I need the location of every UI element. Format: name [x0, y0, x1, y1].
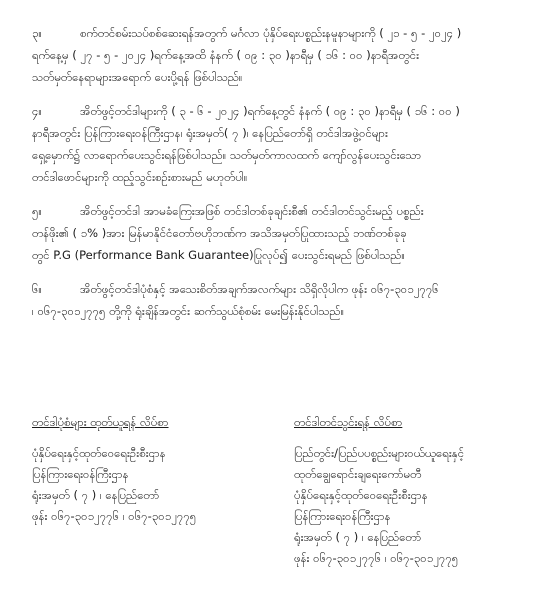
paragraph-text: အိတ်ဖွင့်တင်ဒါပုံစံနှင့် အသေးစိတ်အချက်အလက်များ သိရှိလိုပါက ဖုန်း ၀၆၇-၃၀၁၂၇၇၆ [80, 282, 439, 296]
paragraph-4 [32, 100, 528, 188]
address-line: ပြည်တွင်း/ပြည်ပပစ္စည်းများဝယ်ယူရေးနှင့် [294, 446, 465, 460]
address-phone: ဖုန်း ၀၆၇-၃၀၁၂၇၇၆ ၊ ၀၆၇-၃၀၁၂၇၇၅ [32, 509, 197, 523]
paragraph-number: ၆။ [32, 282, 42, 296]
paragraph-line [32, 22, 528, 44]
tender-form-address [32, 412, 274, 569]
paragraph-6 [32, 278, 528, 322]
address-line: ထုတ်ချွေရောင်းချရေးကော်မတီ [294, 467, 422, 481]
paragraph-text: အိတ်ဖွင့်တင်ဒါ အာမခံကြေးအဖြစ် တင်ဒါတစ်ခုချင်းစီ၏ တင်ဒါတင်သွင်းမည့် ပစ္စည်း [80, 204, 424, 218]
paragraph-line: ရက်နေ့မှ ( ၂၇ - ၅ - ၂၀၂၄ )ရက်နေ့အထိ နံနက် ( ၀၉ : ၃၀ )နာရီမှ ( ၁၆ : ၀၀ )နာရီအတွင်း [32, 48, 420, 62]
paragraph-line: တန်ဖိုး၏ ( ၁% )အား မြန်မာနိုင်ငံတော်ဗဟိုဘဏ်က အသိအမှတ်ပြုထားသည့် ဘဏ်တစ်ခုခု [32, 226, 407, 240]
paragraph-number: ၄။ [32, 104, 42, 118]
paragraph-line: ၊ ၀၆၇-၃၀၁၂၇၇၅ တို့ကို ရုံးချိန်အတွင်း ဆက်သွယ်စုံစမ်း မေးမြန်းနိုင်ပါသည်။ [32, 304, 345, 318]
paragraph-text: စက်တင်စမ်းသပ်စစ်ဆေးရန်အတွက် မင်္ဂလာ ပုံနှိပ်ရေးပစ္စည်းနမူနာများကို ( ၂၁ - ၅ - ၂၀၂၄ ) [80, 26, 462, 40]
paragraph-line: နာရီအတွင်း ပြန်ကြားရေးဝန်ကြီးဌာန၊ ရုံးအမှတ်( ၇ )၊ နေပြည်တော်ရှိ တင်ဒါအဖွဲ့ဝင်များ [32, 126, 388, 140]
paragraph-3 [32, 22, 528, 88]
address-line: ရုံးအမှတ် ( ၇ ) ၊ နေပြည်တော် [294, 530, 422, 544]
tender-submission-address [274, 412, 536, 569]
paragraph-line: တွင် P.G (Performance Bank Guarantee)ပြုလုပ်၍ ပေးသွင်းရမည် ဖြစ်ပါသည်။ [32, 248, 406, 262]
address-phone: ဖုန်း ၀၆၇-၃၀၁၂၇၇၆ ၊ ၀၆၇-၃၀၁၂၇၇၅ [294, 551, 459, 565]
tender-form-address-heading: တင်ဒါပုံစံများ ထုတ်ယူရန် လိပ်စာ [32, 415, 169, 429]
tender-submission-address-heading: တင်ဒါတင်သွင်းရန် လိပ်စာ [294, 415, 403, 429]
address-line: ပြန်ကြားရေးဝန်ကြီးဌာန [32, 467, 129, 481]
paragraph-number: ၅။ [32, 204, 42, 218]
address-line: ပုံနှိပ်ရေးနှင့်ထုတ်ဝေရေးဦးစီးဌာန [294, 488, 428, 502]
paragraph-line: ရှေ့မှောက်၌ လာရောက်ပေးသွင်းရန်ဖြစ်ပါသည်။ သတ်မှတ်ကာလထက် ကျော်လွန်ပေးသွင်းသော [32, 148, 422, 162]
paragraph-text: အိတ်ဖွင့်တင်ဒါများကို ( ၃ - ၆ - ၂၀၂၄ )ရက်နေ့တွင် နံနက် ( ၀၉ : ၃၀ )နာရီမှ ( ၁၆ : ၀၀ ) [80, 104, 460, 118]
address-line: ပုံနှိပ်ရေးနှင့်ထုတ်ဝေရေးဦးစီးဌာန [32, 446, 166, 460]
paragraph-line [32, 278, 528, 300]
paragraph-line: သတ်မှတ်နေရာများအရောက် ပေးပို့ရန် ဖြစ်ပါသည်။ [32, 70, 243, 84]
paragraph-5 [32, 200, 528, 266]
paragraph-number: ၃။ [32, 26, 42, 40]
address-section [32, 412, 536, 569]
address-line: ပြန်ကြားရေးဝန်ကြီးဌာန [294, 509, 391, 523]
paragraph-line [32, 200, 528, 222]
paragraph-line: တင်ဒါဖောင်များကို ထည့်သွင်းစဉ်းစားမည် မဟုတ်ပါ။ [32, 170, 248, 184]
paragraph-line [32, 100, 528, 122]
address-line: ရုံးအမှတ် ( ၇ ) ၊ နေပြည်တော် [32, 488, 160, 502]
